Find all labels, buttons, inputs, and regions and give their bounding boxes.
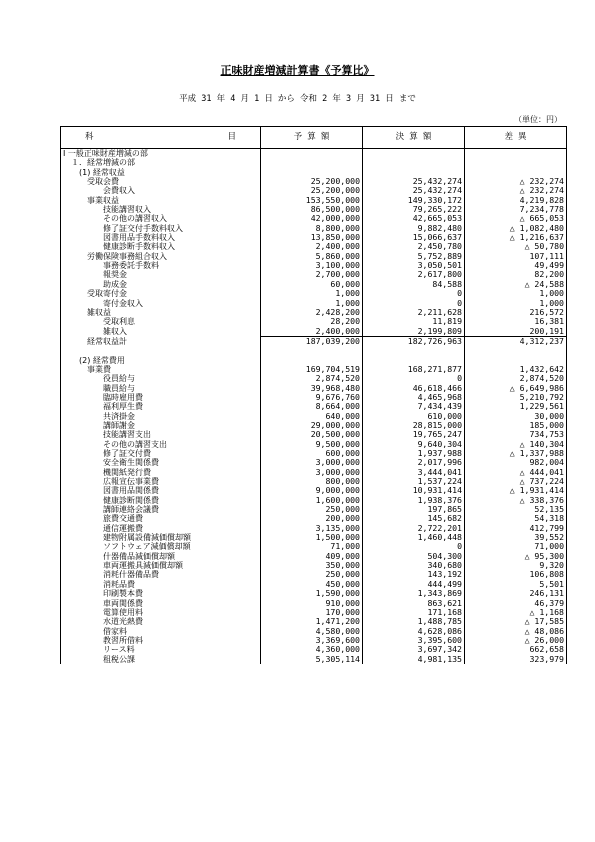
row-actual-value: 28,815,000 (363, 421, 465, 430)
table-row (61, 177, 567, 186)
table-row (61, 270, 567, 279)
row-label: 技能講習支出 (61, 430, 261, 439)
table-row (61, 233, 567, 242)
row-actual-value: 1,488,785 (363, 617, 465, 626)
row-budget-value: 169,704,519 (261, 365, 363, 374)
table-row (61, 158, 567, 167)
row-budget-value: 640,000 (261, 412, 363, 421)
row-diff-value: △ 665,053 (465, 214, 567, 223)
row-actual-value (363, 346, 465, 355)
row-diff-value: 982,004 (465, 458, 567, 467)
row-actual-value: 197,865 (363, 505, 465, 514)
row-budget-value (261, 158, 363, 167)
row-actual-value: 182,726,963 (363, 336, 465, 346)
row-label: 旅費交通費 (61, 514, 261, 523)
row-label: 事業収益 (61, 196, 261, 205)
row-diff-value: △ 1,168 (465, 608, 567, 617)
row-budget-value: 25,200,000 (261, 186, 363, 195)
row-actual-value: 340,680 (363, 561, 465, 570)
row-budget-value: 2,400,000 (261, 327, 363, 337)
header-diff: 差 異 (465, 127, 567, 149)
row-actual-value: 0 (363, 542, 465, 551)
row-label: 助成金 (61, 280, 261, 289)
row-budget-value: 409,000 (261, 552, 363, 561)
row-actual-value: 11,819 (363, 317, 465, 326)
row-label: 修了証交付手数料収入 (61, 224, 261, 233)
row-actual-value: 3,395,600 (363, 636, 465, 645)
row-actual-value: 1,938,376 (363, 496, 465, 505)
row-budget-value: 25,200,000 (261, 177, 363, 186)
row-budget-value: 9,676,760 (261, 393, 363, 402)
row-budget-value: 2,400,000 (261, 242, 363, 251)
table-row (61, 552, 567, 561)
table-row (61, 224, 567, 233)
table-row (61, 514, 567, 523)
row-actual-value: 46,618,466 (363, 384, 465, 393)
table-row (61, 636, 567, 645)
row-label: その他の講習支出 (61, 440, 261, 449)
row-diff-value: 1,000 (465, 299, 567, 308)
table-row (61, 477, 567, 486)
row-diff-value: △ 6,649,986 (465, 384, 567, 393)
table-row (61, 645, 567, 654)
row-actual-value: 42,665,053 (363, 214, 465, 223)
row-label: 雑収入 (61, 327, 261, 337)
row-budget-value: 250,000 (261, 570, 363, 579)
row-label: 役員給与 (61, 374, 261, 383)
row-label: 健康診断手数料収入 (61, 242, 261, 251)
row-actual-value: 2,450,780 (363, 242, 465, 251)
table-row (61, 402, 567, 411)
row-diff-value: △ 95,300 (465, 552, 567, 561)
row-actual-value: 168,271,877 (363, 365, 465, 374)
table-row (61, 346, 567, 355)
row-actual-value: 504,300 (363, 552, 465, 561)
row-budget-value (261, 356, 363, 365)
row-budget-value: 20,500,000 (261, 430, 363, 439)
row-diff-value: △ 1,216,637 (465, 233, 567, 242)
row-label: 印刷製本費 (61, 589, 261, 598)
row-diff-value (465, 168, 567, 177)
row-diff-value: 185,000 (465, 421, 567, 430)
table-row (61, 336, 567, 346)
row-label: 受取利息 (61, 317, 261, 326)
row-diff-value: △ 338,376 (465, 496, 567, 505)
table-body (61, 149, 567, 664)
row-budget-value: 39,968,480 (261, 384, 363, 393)
table-row (61, 599, 567, 608)
row-label: ソフトウェア減価償却額 (61, 542, 261, 551)
row-budget-value (261, 149, 363, 159)
table-row (61, 317, 567, 326)
row-diff-value: 30,000 (465, 412, 567, 421)
row-label: 会費収入 (61, 186, 261, 195)
row-actual-value: 1,460,448 (363, 533, 465, 542)
table-row (61, 449, 567, 458)
row-label: 水道光熱費 (61, 617, 261, 626)
table-row (61, 627, 567, 636)
row-budget-value: 800,000 (261, 477, 363, 486)
row-diff-value: 7,234,778 (465, 205, 567, 214)
row-actual-value: 145,682 (363, 514, 465, 523)
row-label: 図書用品関係費 (61, 486, 261, 495)
row-diff-value: △ 48,086 (465, 627, 567, 636)
table-row (61, 617, 567, 626)
row-actual-value: 171,168 (363, 608, 465, 617)
table-row (61, 280, 567, 289)
row-label: 雑収益 (61, 308, 261, 317)
row-diff-value: 49,499 (465, 261, 567, 270)
row-budget-value: 4,360,000 (261, 645, 363, 654)
row-diff-value: 54,318 (465, 514, 567, 523)
row-label: 安全衛生関係費 (61, 458, 261, 467)
row-budget-value: 1,471,200 (261, 617, 363, 626)
row-budget-value: 5,860,000 (261, 252, 363, 261)
table-row (61, 205, 567, 214)
row-diff-value (465, 149, 567, 159)
row-label: 講師謝金 (61, 421, 261, 430)
table-row (61, 421, 567, 430)
row-budget-value: 9,000,000 (261, 486, 363, 495)
table-row (61, 196, 567, 205)
row-budget-value: 153,550,000 (261, 196, 363, 205)
table-row (61, 589, 567, 598)
row-actual-value: 143,192 (363, 570, 465, 579)
row-label: 受取会費 (61, 177, 261, 186)
table-row (61, 524, 567, 533)
row-diff-value: 82,200 (465, 270, 567, 279)
row-diff-value: 1,000 (465, 289, 567, 298)
row-actual-value: 0 (363, 374, 465, 383)
row-label: (2) 経常費用 (61, 356, 261, 365)
table-row (61, 374, 567, 383)
row-diff-value: 106,808 (465, 570, 567, 579)
row-actual-value: 1,343,869 (363, 589, 465, 598)
row-diff-value: 52,135 (465, 505, 567, 514)
row-actual-value: 7,434,439 (363, 402, 465, 411)
row-budget-value: 3,369,600 (261, 636, 363, 645)
row-label: １．経常増減の部 (61, 158, 261, 167)
row-label: 租税公課 (61, 655, 261, 664)
row-actual-value: 3,697,342 (363, 645, 465, 654)
table-row (61, 327, 567, 337)
row-diff-value: △ 24,588 (465, 280, 567, 289)
row-budget-value: 350,000 (261, 561, 363, 570)
row-actual-value: 2,722,201 (363, 524, 465, 533)
row-label: その他の講習収入 (61, 214, 261, 223)
table-row (61, 468, 567, 477)
row-label: 什器備品減価償却額 (61, 552, 261, 561)
row-label: Ⅰ 一般正味財産増減の部 (61, 149, 261, 159)
table-row (61, 365, 567, 374)
row-budget-value: 1,590,000 (261, 589, 363, 598)
row-diff-value: 107,111 (465, 252, 567, 261)
row-label: 事業費 (61, 365, 261, 374)
table-row (61, 289, 567, 298)
row-label: 機関紙発行費 (61, 468, 261, 477)
row-budget-value: 2,874,520 (261, 374, 363, 383)
table-row (61, 393, 567, 402)
row-budget-value: 250,000 (261, 505, 363, 514)
table-row (61, 356, 567, 365)
table-header-row (61, 127, 567, 149)
row-label: 受取寄付金 (61, 289, 261, 298)
row-diff-value (465, 356, 567, 365)
row-budget-value: 3,000,000 (261, 458, 363, 467)
row-budget-value (261, 168, 363, 177)
row-diff-value: △ 232,274 (465, 177, 567, 186)
row-actual-value: 4,628,086 (363, 627, 465, 636)
row-label: 電算使用料 (61, 608, 261, 617)
row-diff-value: 412,799 (465, 524, 567, 533)
row-diff-value: 323,979 (465, 655, 567, 664)
row-actual-value (363, 356, 465, 365)
row-diff-value: 246,131 (465, 589, 567, 598)
row-diff-value: △ 1,931,414 (465, 486, 567, 495)
row-budget-value: 2,700,000 (261, 270, 363, 279)
row-budget-value: 200,000 (261, 514, 363, 523)
row-actual-value: 3,444,041 (363, 468, 465, 477)
row-budget-value: 86,500,000 (261, 205, 363, 214)
row-actual-value: 4,465,968 (363, 393, 465, 402)
row-actual-value: 3,050,501 (363, 261, 465, 270)
row-actual-value: 863,621 (363, 599, 465, 608)
row-budget-value: 1,600,000 (261, 496, 363, 505)
row-label: 借家料 (61, 627, 261, 636)
row-diff-value: 1,432,642 (465, 365, 567, 374)
row-label: 福利厚生費 (61, 402, 261, 411)
row-diff-value: △ 737,224 (465, 477, 567, 486)
table-row (61, 440, 567, 449)
row-actual-value: 15,066,637 (363, 233, 465, 242)
row-diff-value (465, 346, 567, 355)
table-row (61, 580, 567, 589)
row-label: 広報宣伝事業費 (61, 477, 261, 486)
row-diff-value: △ 17,585 (465, 617, 567, 626)
row-label: 図書用品手数料収入 (61, 233, 261, 242)
row-budget-value: 170,000 (261, 608, 363, 617)
row-diff-value: 39,552 (465, 533, 567, 542)
table-row (61, 214, 567, 223)
table-row (61, 570, 567, 579)
row-actual-value: 4,981,135 (363, 655, 465, 664)
table-row (61, 505, 567, 514)
table-row (61, 458, 567, 467)
row-actual-value: 2,617,800 (363, 270, 465, 279)
row-budget-value: 8,800,000 (261, 224, 363, 233)
row-label (61, 346, 261, 355)
row-actual-value: 9,882,480 (363, 224, 465, 233)
row-label: 車両運搬具減価償却額 (61, 561, 261, 570)
row-budget-value: 1,500,000 (261, 533, 363, 542)
header-budget: 予 算 額 (261, 127, 363, 149)
row-diff-value: 71,000 (465, 542, 567, 551)
row-label: 寄付金収入 (61, 299, 261, 308)
row-label: 講師連絡会議費 (61, 505, 261, 514)
document-title: 正味財産増減計算書《予算比》 (220, 64, 375, 77)
table-row (61, 242, 567, 251)
row-diff-value: △ 444,041 (465, 468, 567, 477)
row-diff-value: △ 140,304 (465, 440, 567, 449)
row-budget-value: 450,000 (261, 580, 363, 589)
table-row (61, 561, 567, 570)
row-budget-value: 3,000,000 (261, 468, 363, 477)
row-label: 教習所借料 (61, 636, 261, 645)
row-actual-value (363, 158, 465, 167)
row-budget-value: 71,000 (261, 542, 363, 551)
row-budget-value: 2,428,200 (261, 308, 363, 317)
row-actual-value (363, 168, 465, 177)
table-row (61, 412, 567, 421)
row-actual-value: 2,211,628 (363, 308, 465, 317)
row-diff-value (465, 158, 567, 167)
row-label: 報奨金 (61, 270, 261, 279)
row-diff-value: 200,191 (465, 327, 567, 337)
row-actual-value: 2,199,809 (363, 327, 465, 337)
table-row (61, 486, 567, 495)
table-row (61, 252, 567, 261)
row-label: 修了証交付費 (61, 449, 261, 458)
row-diff-value: 1,229,561 (465, 402, 567, 411)
row-actual-value: 2,017,996 (363, 458, 465, 467)
header-subject-a: 科 (85, 131, 94, 142)
row-actual-value (363, 149, 465, 159)
row-label: 臨時雇用費 (61, 393, 261, 402)
row-budget-value: 9,500,000 (261, 440, 363, 449)
row-diff-value: 2,874,520 (465, 374, 567, 383)
row-label: 技能講習収入 (61, 205, 261, 214)
table-row (61, 533, 567, 542)
row-budget-value: 13,850,000 (261, 233, 363, 242)
row-actual-value: 149,330,172 (363, 196, 465, 205)
row-diff-value: 216,572 (465, 308, 567, 317)
table-row (61, 149, 567, 159)
row-diff-value: 734,753 (465, 430, 567, 439)
row-label: 事務委託手数料 (61, 261, 261, 270)
row-diff-value: △ 232,274 (465, 186, 567, 195)
row-budget-value (261, 346, 363, 355)
row-label: 健康診断関係費 (61, 496, 261, 505)
row-actual-value: 9,640,304 (363, 440, 465, 449)
table-row (61, 542, 567, 551)
row-budget-value: 1,000 (261, 289, 363, 298)
row-label: 通信運搬費 (61, 524, 261, 533)
header-subject-b: 目 (227, 131, 236, 142)
row-actual-value: 1,537,224 (363, 477, 465, 486)
row-diff-value: 5,210,792 (465, 393, 567, 402)
table-row (61, 384, 567, 393)
row-actual-value: 0 (363, 289, 465, 298)
row-diff-value: 662,658 (465, 645, 567, 654)
row-diff-value: 46,379 (465, 599, 567, 608)
unit-label: （単位：円） (514, 115, 562, 124)
row-diff-value: 9,320 (465, 561, 567, 570)
row-budget-value: 5,305,114 (261, 655, 363, 664)
row-budget-value: 3,135,000 (261, 524, 363, 533)
fiscal-period: 平成 31 年 4 月 1 日 から 令和 2 年 3 月 31 日 まで (179, 94, 416, 104)
row-label: 職員給与 (61, 384, 261, 393)
row-actual-value: 5,752,889 (363, 252, 465, 261)
table-row (61, 496, 567, 505)
row-actual-value: 0 (363, 299, 465, 308)
row-actual-value: 610,000 (363, 412, 465, 421)
row-actual-value: 25,432,274 (363, 177, 465, 186)
row-diff-value: 4,312,237 (465, 336, 567, 346)
row-budget-value: 910,000 (261, 599, 363, 608)
row-label: 労働保険事務組合収入 (61, 252, 261, 261)
table-row (61, 299, 567, 308)
row-actual-value: 25,432,274 (363, 186, 465, 195)
table-row (61, 655, 567, 664)
row-diff-value: △ 1,082,480 (465, 224, 567, 233)
row-diff-value: △ 50,780 (465, 242, 567, 251)
row-label: 消耗品費 (61, 580, 261, 589)
row-budget-value: 29,000,000 (261, 421, 363, 430)
row-label: 経常収益計 (61, 336, 261, 346)
row-actual-value: 84,588 (363, 280, 465, 289)
table-row (61, 608, 567, 617)
row-label: 車両関係費 (61, 599, 261, 608)
table-row (61, 186, 567, 195)
row-label: 共済掛金 (61, 412, 261, 421)
row-diff-value: 16,381 (465, 317, 567, 326)
header-actual: 決 算 額 (363, 127, 465, 149)
table-row (61, 308, 567, 317)
header-subject (61, 127, 261, 149)
row-actual-value: 19,765,247 (363, 430, 465, 439)
table-row (61, 261, 567, 270)
table-row (61, 168, 567, 177)
row-label: (1) 経常収益 (61, 168, 261, 177)
row-label: 建物附属設備減価償却額 (61, 533, 261, 542)
row-budget-value: 3,100,000 (261, 261, 363, 270)
row-budget-value: 187,039,200 (261, 336, 363, 346)
row-actual-value: 1,937,988 (363, 449, 465, 458)
row-label: リース料 (61, 645, 261, 654)
row-budget-value: 28,200 (261, 317, 363, 326)
row-budget-value: 8,664,000 (261, 402, 363, 411)
row-budget-value: 60,000 (261, 280, 363, 289)
budget-comparison-table (60, 126, 567, 664)
table-row (61, 430, 567, 439)
row-budget-value: 42,000,000 (261, 214, 363, 223)
row-actual-value: 10,931,414 (363, 486, 465, 495)
row-budget-value: 4,580,000 (261, 627, 363, 636)
row-diff-value: 5,501 (465, 580, 567, 589)
row-diff-value: △ 26,000 (465, 636, 567, 645)
row-budget-value: 600,000 (261, 449, 363, 458)
row-diff-value: △ 1,337,988 (465, 449, 567, 458)
row-actual-value: 79,265,222 (363, 205, 465, 214)
row-label: 消耗什器備品費 (61, 570, 261, 579)
row-budget-value: 1,000 (261, 299, 363, 308)
row-actual-value: 444,499 (363, 580, 465, 589)
row-diff-value: 4,219,828 (465, 196, 567, 205)
